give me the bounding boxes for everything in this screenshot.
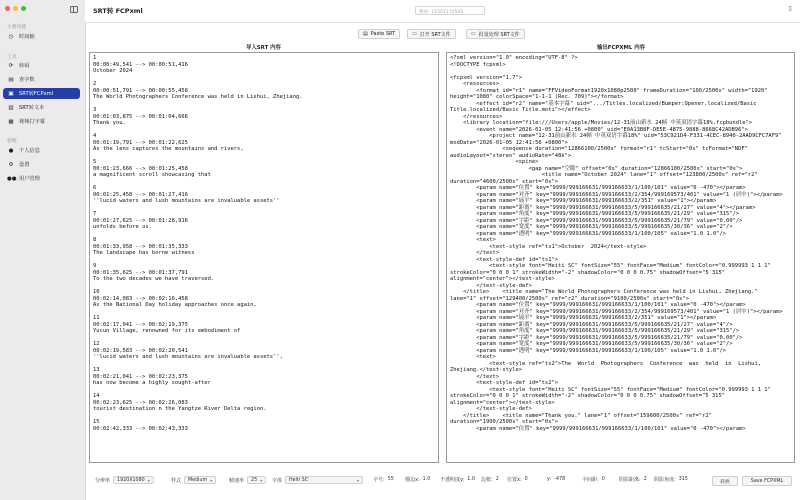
- sidebar-item-timeline[interactable]: [3, 31, 80, 42]
- convert-button[interactable]: 转换: [712, 476, 738, 486]
- shadow-angle-label: 阴影角度:: [654, 477, 676, 483]
- sidebar-item-profile[interactable]: [3, 145, 80, 156]
- stroke-value[interactable]: 1.0: [422, 477, 431, 482]
- section-title-main: 主要功能: [7, 25, 27, 30]
- clock-icon: ◷: [8, 33, 14, 40]
- style-label: 样式: [171, 477, 182, 484]
- sidebar-item-user-management[interactable]: [3, 173, 80, 184]
- person-icon: ●: [8, 147, 14, 154]
- paste-srt-button[interactable]: [358, 29, 400, 39]
- text-icon: ▥: [8, 104, 14, 111]
- font-label: 字体: [272, 477, 283, 484]
- framerate-label: 帧速率: [229, 477, 245, 484]
- position-value[interactable]: 0: [524, 477, 528, 482]
- fullscreen-icon[interactable]: ▯: [788, 5, 792, 12]
- save-fcpxml-button[interactable]: Save FCPXML: [742, 476, 792, 486]
- style-select[interactable]: [184, 476, 216, 484]
- gear-icon: ⚙: [8, 161, 14, 168]
- document-icon: ▤: [8, 76, 14, 83]
- page-title: SRT转 FCPxml: [93, 7, 143, 15]
- framerate-select[interactable]: [247, 476, 266, 484]
- sidebar: [0, 0, 86, 500]
- opacity-value[interactable]: 1.0: [467, 477, 475, 482]
- batch-srt-button[interactable]: [466, 29, 525, 39]
- chevron-down-icon: ▾: [147, 477, 150, 483]
- section-title-manage: 管理: [7, 139, 17, 144]
- sidebar-item-label: 设置: [19, 162, 30, 168]
- search-input[interactable]: 搜索: 15301170569: [415, 6, 485, 15]
- srt-content: 1 00:00:49,541 --> 00:00:51,416 October 2024 2 00:00:51,791 --> 00:00:55,458 The World Photographers Conference was held in Lishui, Zhejiang. 3 00:01:03,875 --> 00:01:04,666 Thank you. 4 00:01:19,791 --> 00:01:22,625 As the lens captures the mountains and rivers, 5 00:01:23,666 --> 00:01:25,458 a magnificent scroll showcasing that 6 00:01:25,458 --> 00:01:27,416 ''lucid waters and lush mountains are invaluable assets'' 7 00:01:27,625 --> 00:01:28,916 unfolds before us. 8 00:01:33,958 --> 00:01:35,333 The landscape has borne witness 9 00:01:35,625 --> 00:01:37,791 To the two decades we have traversed. 10 00:02:14,083 --> 00:02:16,458 As the National Day holiday approaches once again, 11 00:02:17,041 --> 00:02:19,375 Yucun Village, renowned for its embodiment of 12 00:02:19,583 --> 00:02:20,541 ''lucid waters and lush mountains are invaluable assets'', 13 00:02:21,041 --> 00:02:23,375 has now become a highly sought-after 14 00:02:23,625 --> 00:02:26,083 tourist destination n the Yangtze River Delta region. 15 00:02:42,333 --> 00:02:43,333: [93, 55, 303, 432]
- chevron-down-icon: ▾: [357, 477, 360, 483]
- sidebar-item-label: 查字数: [19, 77, 35, 83]
- batch-srt-label: 批量处理 SRT文件: [478, 31, 520, 38]
- chevron-down-icon: ▾: [260, 477, 263, 483]
- fcpxml-text-area[interactable]: [446, 52, 795, 463]
- spacing-value[interactable]: 0: [601, 477, 605, 482]
- fontsize-value[interactable]: 55: [387, 477, 394, 482]
- sidebar-item-wordcount[interactable]: [3, 74, 80, 85]
- minimize-window-button[interactable]: [13, 6, 18, 11]
- clipboard-icon: ▤: [363, 31, 368, 37]
- sidebar-item-srt-to-fcpxml[interactable]: [3, 88, 80, 99]
- subtitle-icon: ▣: [8, 90, 14, 97]
- style-value: Medium: [188, 477, 208, 483]
- opacity-label: 不透明度y:: [440, 477, 465, 483]
- open-srt-button[interactable]: [407, 29, 456, 39]
- video-icon: ▦: [8, 118, 14, 125]
- fcpxml-content: <?xml version="1.0" encoding="UTF-8" ?> <!DOCTYPE fcpxml> <fcpxml version="1.7"> <resources> <format id="r1" name="FFVideoFormat1920x1080p2500" frameDuration="100/2500s" width="1920" height="1080" colorSpace="1-1-1 (Rec. 709)"></format> <effect id="r2" name="基本字幕" uid=".../Titles.localized/Bumper:Opener.localized/Basic Title.localized/Basic Title.moti"></effect> </resources> <library location="file:///Users/apple/Movies/12-31前山新水 24帧 中英双语字幕18%.fcpbundle"> <event name="2026-01-05 12:41:56 +0800" uid="E0A13B8F-DE5E-4B75-9888-8668C42ADB96"> <project name="12-31前山新水 24帧 中英双语字幕18%" uid="53C921D4-F331-4CEC-8940-2AAD9CFC7AF9" modDate="2026-01-05 12:41:56 +0800"> <sequence duration="12866100/2500s" format="r1" tcStart="0s" tcFormat="NDF" audioLayout="stereo" audioRate="48k"> <spine> <gap name="空隙" offset="0s" duration="12866100/2500s" start="0s"> <title name="October 2024" lane="1" offset="123800/2500s" ref="r2" duration="4600/2500s" start="0s"> <param name="位置" key="9999/999166631/999166633/1/100/101" value="0 -470"></param> <param name="对齐" key="9999/999166631/999166633/2/354/999169573/401" value="1 (居中)"></param> <param name="展平" key="9999/999166631/999166633/2/351" value="1"></param> <param name="距离" key="9999/999166631/999166633/5/999166635/21/27" value="4"></param> <param name="角度" key="9999/999166631/999166633/5/999166635/21/29" value="315"/> <param name="字距" key="9999/999166631/999166633/5/999166635/21/79" value="0.00"/> <param name="宽度" key="9999/999166631/999166633/5/999166635/30/36" value="2"/> <param name="透明" key="9999/999166631/999166633/1/100/105" value="1.0 1.0"/> <text> <text-style ref="ts1">October 2024</text-style> </text> <text-style-def id="ts1"> <text-style font="Heiti SC" fontSize="55" fontFace="Medium" fontColor="0.999993 1 1 1" strokeColor="0 0 0 1" strokeWidth="-2" shadowColor="0 0 0 0.75" shadowOffset="5 315" alignment="center"></text-style> </text-style-def> </title> <title name="The World Photographers Conference was held in Lishui, Zhejiang." lane="1" offset="129400/2500s" ref="r2" duration="9100/2500s" start="0s"> <param name="位置" key="9999/999166631/999166633/1/100/101" value="0 -470"></param> <param name="对齐" key="9999/999166631/999166633/2/354/999169573/401" value="1 (居中)"></param> <param name="展平" key="9999/999166631/999166633/2/351" value="1"></param> <param name="距离" key="9999/999166631/999166633/5/999166635/21/27" value="4"/> <param name="角度" key="9999/999166631/999166633/5/999166635/21/29" value="315"/> <param name="字距" key="9999/999166631/999166633/5/999166635/21/79" value="0.00"/> <param name="宽度" key="9999/999166631/999166633/5/999166635/30/36" value="2"/> <param name="透明" key="9999/999166631/999166633/1/100/105" value="1.0 1.0"/> <text> <text-style ref="ts2">The World Photographers Conference was held in Lishui, Zhejiang.</text-style> </text> <text-style-def id="ts2"> <text-style font="Heiti SC" fontSize="55" fontFace="Medium" fontColor="0.999993 1 1 1" strokeColor="0 0 0 1" strokeWidth="-2" shadowColor="0 0 0 0.75" shadowOffset="5 315" alignment="center"></text-style> </text-style-def> </title> <title name="Thank you." lane="1" offset="159600/2500s" ref="r2" duration="1900/2500s" start="0s"> <param name="位置" key="9999/999166631/999166633/1/100/101" value="0 -470"></param>: [450, 55, 783, 432]
- paste-srt-label: Paste SRT: [370, 31, 396, 37]
- stroke-label: 描边x:: [405, 477, 420, 483]
- sidebar-item-transcode[interactable]: [3, 60, 80, 71]
- folder-icon: ▭: [471, 31, 476, 37]
- fontsize-label: 字号:: [373, 477, 385, 483]
- edge-value[interactable]: 2: [495, 477, 499, 482]
- sidebar-item-label: 个人信息: [19, 148, 40, 154]
- title-bar: [85, 0, 800, 23]
- users-icon: ●●: [7, 175, 17, 182]
- sidebar-item-label: SRT转文本: [19, 105, 45, 111]
- section-title-tools: 工具: [7, 55, 17, 60]
- framerate-value: 25: [251, 477, 258, 483]
- chevron-down-icon: ▾: [210, 477, 213, 483]
- spacing-label: 字间距:: [582, 477, 599, 483]
- sidebar-item-label: SRT转FCPxml: [19, 91, 54, 97]
- close-window-button[interactable]: [5, 6, 10, 11]
- sidebar-item-label: 时间轴: [19, 34, 35, 40]
- window-controls: [5, 6, 26, 11]
- folder-icon: ▭: [412, 31, 417, 37]
- position-label: 位置x:: [507, 477, 522, 483]
- srt-panel-title: 导入SRT 内容: [246, 45, 281, 51]
- font-value: Heiti SC: [289, 477, 309, 483]
- srt-text-area[interactable]: [89, 52, 439, 463]
- shadow-distance-value[interactable]: 2: [643, 477, 647, 482]
- shadow-angle-value[interactable]: 315: [678, 477, 688, 482]
- sidebar-item-video-subtitles[interactable]: [3, 116, 80, 127]
- sidebar-toggle-icon[interactable]: [70, 6, 78, 13]
- sidebar-item-label: 视频打字幕: [19, 119, 45, 125]
- sidebar-item-settings[interactable]: [3, 159, 80, 170]
- resolution-select[interactable]: [113, 476, 154, 484]
- settings-bar: [85, 472, 800, 490]
- fcpxml-panel-title: 输出FCPXML 内容: [597, 45, 645, 51]
- edge-label: 边框:: [481, 477, 493, 483]
- zoom-window-button[interactable]: [21, 6, 26, 11]
- font-select[interactable]: [285, 476, 363, 484]
- sidebar-item-label: 转码: [19, 63, 30, 69]
- shadow-distance-label: 阴影距离:: [619, 477, 641, 483]
- refresh-icon: ⟳: [8, 62, 14, 69]
- open-srt-label: 打开 SRT文件: [419, 31, 451, 38]
- y-value[interactable]: -478: [554, 476, 566, 482]
- resolution-label: 分辨率: [95, 477, 111, 484]
- resolution-value: 1920X1080: [117, 477, 145, 483]
- sidebar-item-label: 用户管理: [19, 176, 40, 182]
- y-label: y:: [547, 476, 552, 482]
- sidebar-item-srt-to-text[interactable]: [3, 102, 80, 113]
